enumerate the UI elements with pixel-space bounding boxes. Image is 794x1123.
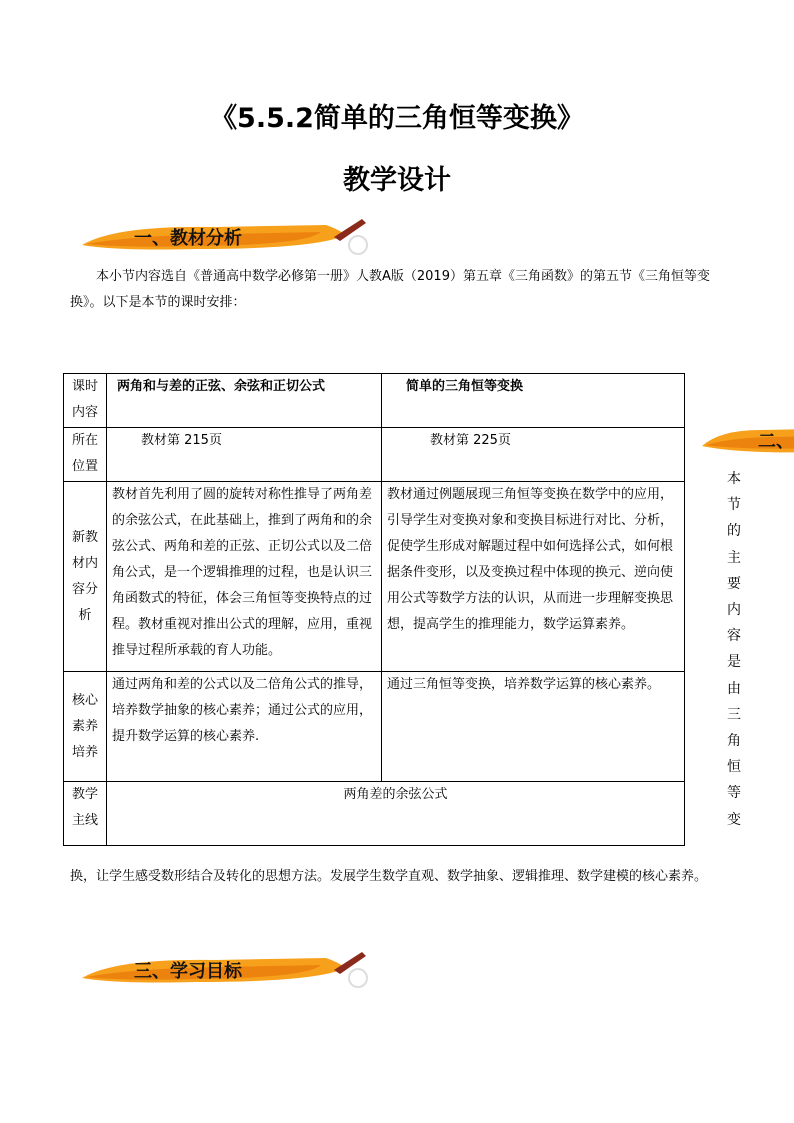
side-vertical-text: 本 节 的 主 要 内 容 是 由 三 角 恒 等 变 (727, 471, 741, 828)
section-title-3: 三、学习目标 (134, 961, 242, 982)
table-row (64, 672, 685, 782)
table-cell: 教材首先利用了圆的旋转对称性推导了两角差的余弦公式，在此基础上，推到了两角和的余弦公式、两角和差的正弦、正切公式以及二倍角公式，是一个逻辑推理的过程，也是认识三角函数式的特征，体会三角恒等变换特点的过程。教材重视对推出公式的理解，应用，重视推导过程所承载的育人功能。 (107, 482, 382, 672)
table-row (64, 782, 685, 846)
table-cell: 教材第 215页 (107, 428, 382, 482)
row-header: 教学主线 (64, 782, 107, 846)
table-cell: 教材第 225页 (382, 428, 685, 482)
table-row (64, 482, 685, 672)
table-cell: 通过两角和差的公式以及二倍角公式的推导，培养数学抽象的核心素养；通过公式的应用，提升数学运算的核心素养. (107, 672, 382, 782)
row-header: 课时内容 (64, 374, 107, 428)
table-cell: 教材通过例题展现三角恒等变换在数学中的应用，引导学生对变换对象和变换目标进行对比、分析，促使学生形成对解题过程中如何选择公式，如何根据条件变形，以及变换过程中体现的换元、逆向使用公式等数学方法的认识，从而进一步理解变换思想，提高学生的推理能力，数学运算素养。 (382, 482, 685, 672)
intro-paragraph: 本小节内容选自《普通高中数学必修第一册》人教A版（2019）第五章《三角函数》的第五节《三角恒等变换》。以下是本节的课时安排： (70, 269, 710, 310)
schedule-table (63, 373, 685, 846)
table-row (64, 428, 685, 482)
doc-title: 《5.5.2简单的三角恒等变换》 (210, 103, 584, 134)
table-cell: 两角差的余弦公式 (107, 782, 685, 846)
conclusion-paragraph: 换，让学生感受数形结合及转化的思想方法。发展学生数学直观、数学抽象、逻辑推理、数学建模的核心素养。 (70, 869, 708, 884)
row-header: 所在位置 (64, 428, 107, 482)
section-banner-1 (76, 219, 376, 253)
table-cell: 通过三角恒等变换，培养数学运算的核心素养。 (382, 672, 685, 782)
table-cell: 简单的三角恒等变换 (382, 374, 685, 428)
row-header: 核心素养培养 (64, 672, 107, 782)
doc-subtitle: 教学设计 (343, 165, 451, 196)
table-cell: 两角和与差的正弦、余弦和正切公式 (107, 374, 382, 428)
section-banner-2 (700, 422, 794, 456)
row-header: 新教材内容分析 (64, 482, 107, 672)
table-row (64, 374, 685, 428)
section-title-1: 一、教材分析 (134, 228, 242, 249)
section-title-2: 二、 (758, 431, 794, 452)
section-banner-3 (76, 952, 376, 986)
